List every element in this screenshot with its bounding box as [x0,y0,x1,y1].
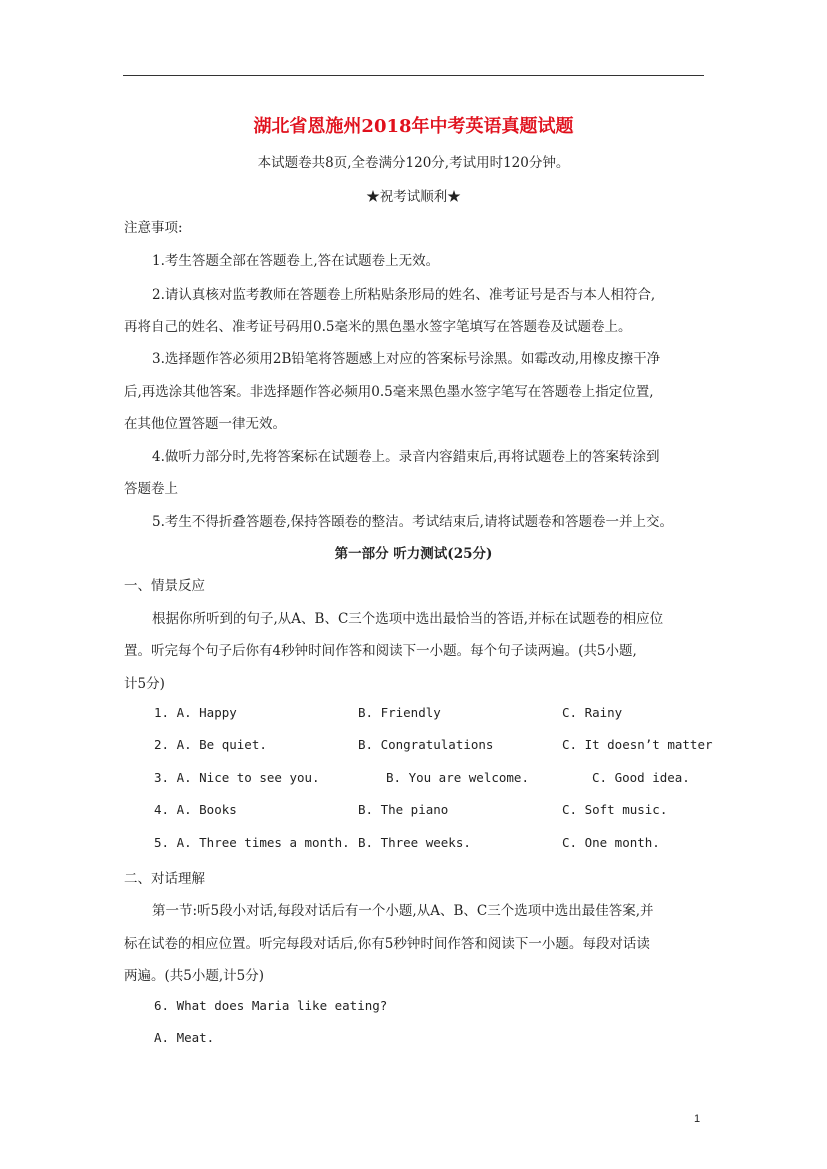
q1-option-c: C. Rainy [562,705,623,720]
section2-instruction-b: 标在试卷的相应位置。听完每段对话后,你有5秒钟时间作答和阅读下一小题。每段对话读 [124,936,650,952]
section1-heading: 一、情景反应 [124,578,205,594]
exam-info: 本试题卷共8页,全卷满分120分,考试用时120分钟。 [257,155,570,171]
section1-instruction-c: 计5分) [124,676,165,692]
section2-instruction-a: 第一节:听5段小对话,每段对话后有一个小题,从A、B、C三个选项中选出最佳答案,并 [152,903,654,919]
q4-option-c: C. Soft music. [562,802,668,817]
notice-item-5: 5.考生不得折叠答题卷,保持答頣卷的整洁。考试结束后,请将试题卷和答题卷一并上交。 [152,514,673,530]
q3-option-c: C. Good idea. [592,770,690,785]
notice-item-3a: 3.选择题作答必须用2B铅笔将答题感上对应的答案标号涂黑。如霉改动,用橡皮擦干净 [152,351,661,367]
section2-instruction-c: 两遍。(共5小题,计5分) [124,968,265,984]
q4-option-a: 4. A. Books [154,802,237,817]
notice-item-3c: 在其他位置答题一律无效。 [124,416,286,432]
page-number: 1 [694,1113,701,1125]
q3-option-a: 3. A. Nice to see you. [154,770,320,785]
q6-option-a: A. Meat. [154,1030,215,1045]
q3-option-b: B. You are welcome. [386,770,529,785]
notice-item-4b: 答题卷上 [124,481,178,497]
q5-option-a: 5. A. Three times a month. [154,835,350,850]
section1-instruction-a: 根据你所听到的句子,从A、B、C三个选项中选出最恰当的答语,并标在试题卷的相应位 [152,611,664,627]
wish-line: ★祝考试顺利★ [366,189,461,205]
q4-option-b: B. The piano [358,802,449,817]
notice-item-1: 1.考生答题全部在答题卷上,答在试题卷上无效。 [152,253,440,269]
section1-instruction-b: 置。听完每个句子后你有4秒钟时间作答和阅读下一小题。每个句子读两遍。(共5小题, [124,643,637,659]
notice-item-2a: 2.请认真核对监考教师在答题卷上所粘贴条形局的姓名、准考证号是否与本人相符合, [152,287,656,303]
q2-option-b: B. Congratulations [358,737,494,752]
notice-heading: 注意事项: [124,220,183,236]
q1-option-b: B. Friendly [358,705,441,720]
part1-heading: 第一部分 听力测试(25分) [334,546,493,562]
notice-item-3b: 后,再选涂其他答案。非选择题作答必频用0.5毫来黑色墨水签字笔写在答题卷上指定位置, [124,384,654,400]
q1-option-a: 1. A. Happy [154,705,237,720]
notice-item-2b: 再将自己的姓名、准考证号码用0.5毫米的黑色墨水签字笔填写在答题卷及试题卷上。 [124,319,632,335]
page-title: 湖北省恩施州2018年中考英语真题试题 [253,116,574,137]
section2-heading: 二、对话理解 [124,871,205,887]
q2-option-a: 2. A. Be quiet. [154,737,267,752]
q6-question: 6. What does Maria like eating? [154,998,388,1013]
notice-item-4a: 4.做听力部分时,先将答案标在试题卷上。录音内容錯束后,再将试题卷上的答案转涂到 [152,449,660,465]
q5-option-b: B. Three weeks. [358,835,471,850]
q2-option-c: C. It doesn’t matter [562,737,713,752]
q5-option-c: C. One month. [562,835,660,850]
header-rule [123,75,704,76]
